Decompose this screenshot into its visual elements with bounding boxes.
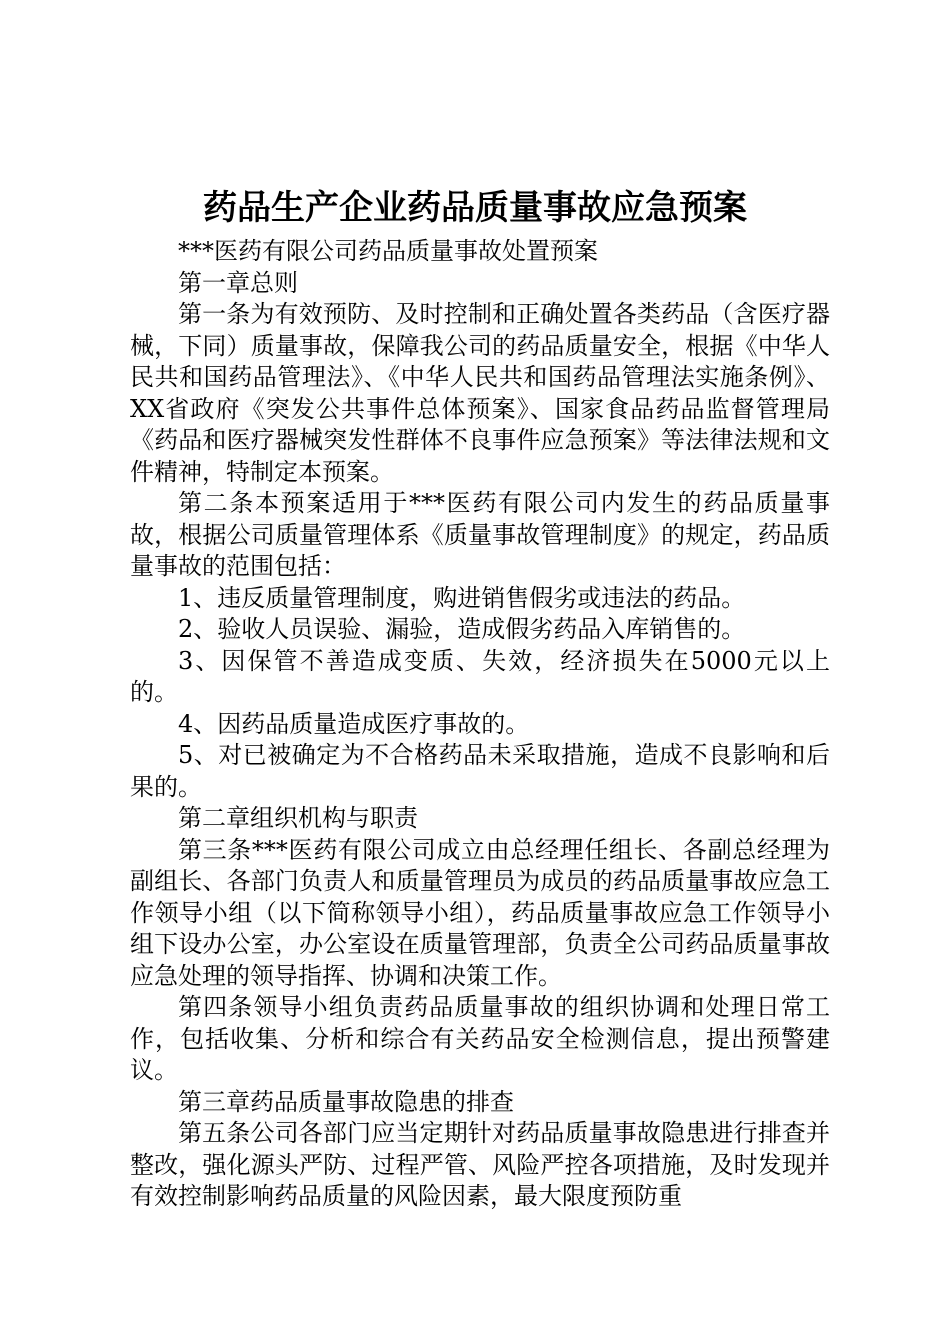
list-item: 1、违反质量管理制度，购进销售假劣或违法的药品。 [178, 583, 746, 612]
chapter-heading: 第二章组织机构与职责 [178, 804, 418, 832]
list-item: 2、验收人员误验、漏验，造成假劣药品入库销售的。 [178, 615, 746, 643]
chapter-heading: 第三章药品质量事故隐患的排查 [178, 1087, 514, 1116]
document-body [130, 236, 830, 1213]
subtitle-paragraph: ***医药有限公司药品质量事故处置预案 [178, 237, 598, 265]
document-title: 药品生产企业药品质量事故应急预案 [203, 188, 747, 228]
article-paragraph: 第三条***医药有限公司成立由总经理任组长、各副总经理为副组长、各部门负责人和质量管理员为成员的药品质量事故应急工作领导小组（以下简称领导小组），药品质量事故应急工作领导小组下设办公室，办公室设在质量管理部，负责全公司药品质量事故应急处理的领导指挥、协调和决策工作。 [130, 835, 830, 990]
list-item: 3、因保管不善造成变质、失效，经济损失在5000元以上的。 [130, 646, 830, 706]
article-paragraph: 第一条为有效预防、及时控制和正确处置各类药品（含医疗器械，下同）质量事故，保障我公司的药品质量安全，根据《中华人民共和国药品管理法》、《中华人民共和国药品管理法实施条例》、XX省政府《突发公共事件总体预案》、国家食品药品监督管理局《药品和医疗器械突发性群体不良事件应急预案》等法律法规和文件精神，特制定本预案。 [130, 300, 830, 486]
list-item: 4、因药品质量造成医疗事故的。 [178, 709, 530, 738]
article-paragraph: 第五条公司各部门应当定期针对药品质量事故隐患进行排查并整改，强化源头严防、过程严管、风险严控各项措施，及时发现并有效控制影响药品质量的风险因素，最大限度预防重 [130, 1119, 830, 1210]
list-item: 5、对已被确定为不合格药品未采取措施，造成不良影响和后果的。 [130, 741, 830, 801]
article-paragraph: 第四条领导小组负责药品质量事故的组织协调和处理日常工作，包括收集、分析和综合有关药品安全检测信息，提出预警建议。 [130, 993, 830, 1084]
chapter-heading: 第一章总则 [178, 268, 298, 297]
article-paragraph: 第二条本预案适用于***医药有限公司内发生的药品质量事故，根据公司质量管理体系《质量事故管理制度》的规定，药品质量事故的范围包括： [130, 489, 830, 580]
